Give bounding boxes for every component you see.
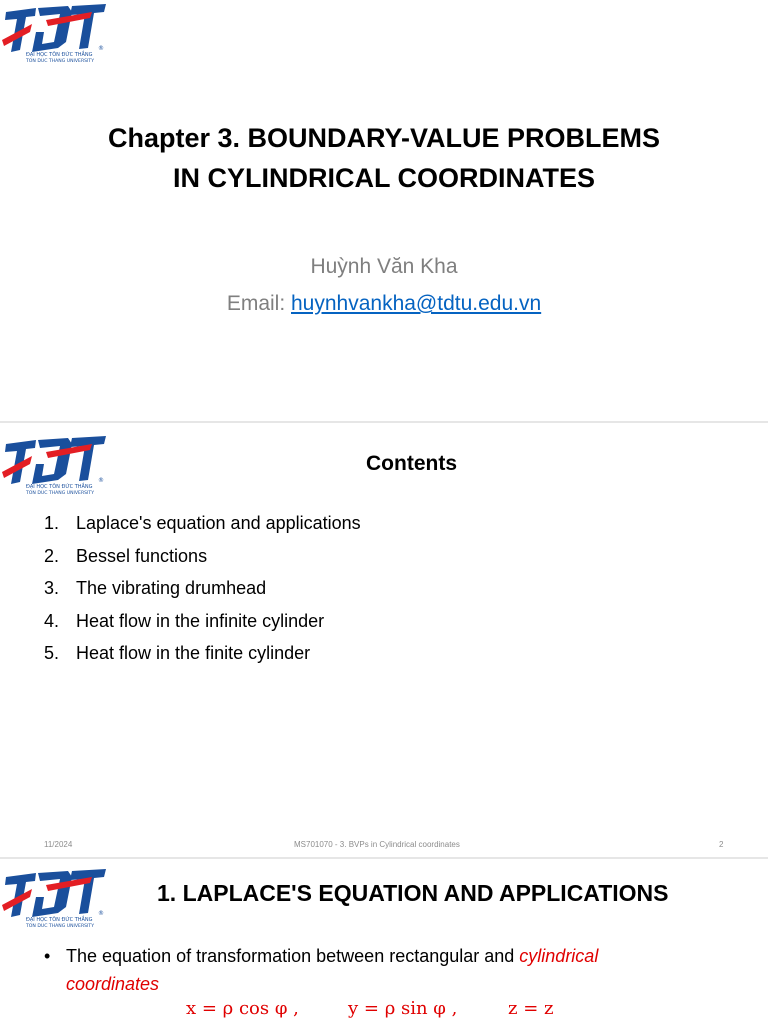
university-logo bbox=[2, 434, 110, 496]
contents-list bbox=[44, 510, 361, 673]
equation-x: x = ρ cos φ , bbox=[186, 998, 299, 1019]
tdt-logo-icon bbox=[2, 434, 110, 496]
chapter-title-line-1: Chapter 3. BOUNDARY-VALUE PROBLEMS bbox=[107, 123, 661, 153]
chapter-title-line-2: IN CYLINDRICAL COORDINATES bbox=[172, 163, 595, 193]
footer-page-number: 2 bbox=[719, 840, 724, 849]
author-email bbox=[0, 292, 768, 316]
email-label: Email: bbox=[226, 292, 291, 315]
svg-text:®: ® bbox=[98, 45, 104, 52]
equation-y: y = ρ sin φ , bbox=[348, 998, 458, 1019]
svg-text:ĐẠI HỌC TÔN ĐỨC THẮNG: ĐẠI HỌC TÔN ĐỨC THẮNG bbox=[26, 52, 93, 58]
svg-text:ĐẠI HỌC TÔN ĐỨC THẮNG: ĐẠI HỌC TÔN ĐỨC THẮNG bbox=[26, 484, 93, 490]
bullet-point: • The equation of transformation between rectangular and cylindrical coordinates bbox=[44, 942, 734, 998]
svg-text:TON DUC THANG UNIVERSITY: TON DUC THANG UNIVERSITY bbox=[26, 924, 95, 929]
university-logo bbox=[2, 867, 110, 929]
bullet-icon: • bbox=[44, 946, 51, 966]
tdt-logo-icon bbox=[2, 867, 110, 929]
svg-text:®: ® bbox=[98, 910, 104, 917]
slide-title bbox=[0, 0, 768, 420]
svg-text:®: ® bbox=[98, 477, 104, 484]
university-logo bbox=[2, 2, 110, 64]
footer-course: MS701070 - 3. BVPs in Cylindrical coordinates bbox=[294, 840, 460, 849]
list-item: 5. Heat flow in the finite cylinder bbox=[44, 643, 311, 663]
svg-text:TON DUC THANG UNIVERSITY: TON DUC THANG UNIVERSITY bbox=[26, 59, 95, 64]
tdt-logo-icon bbox=[2, 2, 110, 64]
section-title: 1. LAPLACE'S EQUATION AND APPLICATIONS bbox=[157, 880, 669, 906]
list-item: 3. The vibrating drumhead bbox=[44, 578, 267, 598]
equation-z: z = z bbox=[508, 998, 554, 1019]
footer-date: 11/2024 bbox=[44, 840, 73, 849]
author-name: Huỳnh Văn Kha bbox=[310, 255, 458, 278]
email-link[interactable]: huynhvankha@tdtu.edu.vn bbox=[291, 292, 542, 315]
list-item: 2. Bessel functions bbox=[44, 545, 208, 566]
svg-text:ĐẠI HỌC TÔN ĐỨC THẮNG: ĐẠI HỌC TÔN ĐỨC THẮNG bbox=[26, 917, 93, 923]
chapter-title bbox=[0, 118, 768, 198]
list-item: 4. Heat flow in the infinite cylinder bbox=[44, 610, 325, 631]
contents-title: Contents bbox=[366, 452, 457, 475]
svg-text:TON DUC THANG UNIVERSITY: TON DUC THANG UNIVERSITY bbox=[26, 491, 95, 496]
list-item: 1. Laplace's equation and applications bbox=[44, 513, 361, 533]
